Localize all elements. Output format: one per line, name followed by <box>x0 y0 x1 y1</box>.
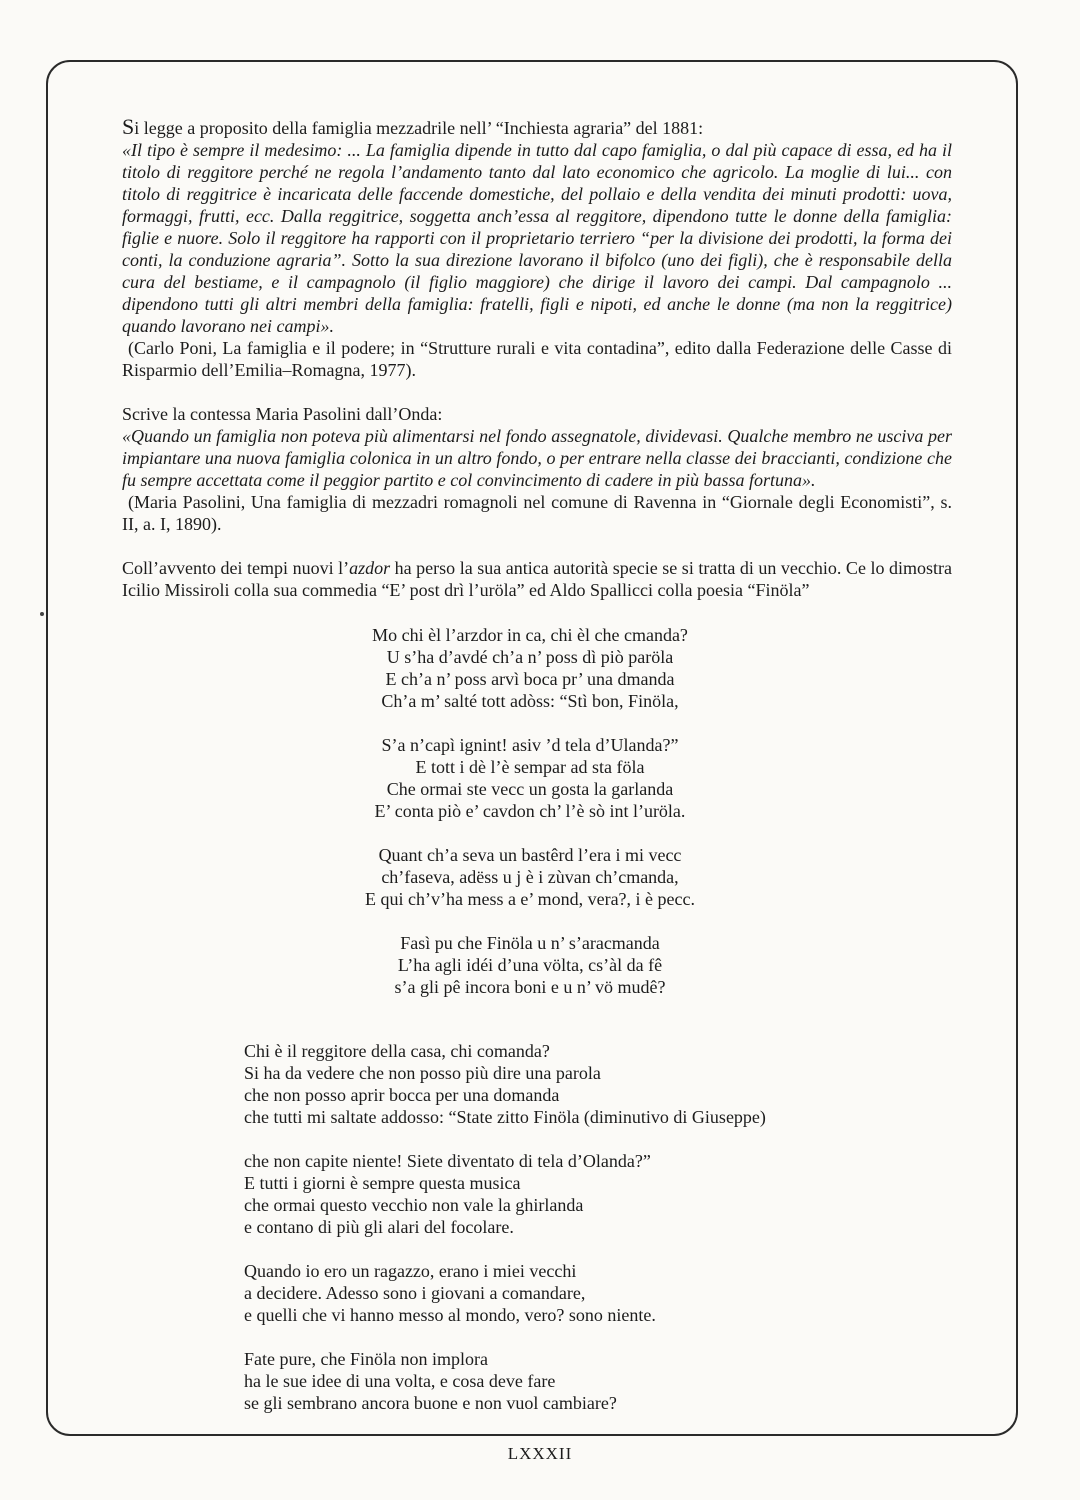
poem-line: s’a gli pê incora boni e u n’ vö mudê? <box>394 977 666 997</box>
prose-section <box>122 116 952 601</box>
poem-line: E tott i dè l’è sempar ad sta föla <box>415 757 645 777</box>
intro-initial: S <box>122 114 135 139</box>
poem-stanza <box>330 844 730 910</box>
poem-stanza <box>330 734 730 822</box>
pasolini-citation: (Maria Pasolini, Una famiglia di mezzadri romagnoli nel comune di Ravenna in “Giornale degli Economisti”, s. II, a. I, 1890). <box>122 492 952 534</box>
poem-line: S’a n’capì ignint! asiv ’d tela d’Ulanda?” <box>381 735 679 755</box>
page-number: LXXXII <box>507 1444 573 1463</box>
italian-translation <box>244 1040 944 1436</box>
translation-line: e quelli che vi hanno messo al mondo, vero? sono niente. <box>244 1305 656 1325</box>
intro-text: i legge a proposito della famiglia mezzadrile nell’ “Inchiesta agraria” del 1881: <box>134 118 704 138</box>
poem-line: Ch’a m’ salté tott adòss: “Stì bon, Finöla, <box>381 691 679 711</box>
translation-line: che ormai questo vecchio non vale la ghirlanda <box>244 1195 584 1215</box>
translation-stanza <box>244 1040 944 1128</box>
translation-line: Chi è il reggitore della casa, chi comanda? <box>244 1041 550 1061</box>
translation-line: che tutti mi saltate addosso: “State zitto Finöla (diminutivo di Giuseppe) <box>244 1107 766 1127</box>
translation-line: e contano di più gli alari del focolare. <box>244 1217 514 1237</box>
pasolini-intro: Scrive la contessa Maria Pasolini dall’Onda: <box>122 404 443 424</box>
poem-line: E ch’a n’ poss arvì boca pr’ una dmanda <box>385 669 675 689</box>
poem-line: E’ conta piò e’ cavdon ch’ l’è sò int l’uröla. <box>374 801 686 821</box>
poem-line: Che ormai ste vecc un gosta la garlanda <box>386 779 674 799</box>
inchiesta-quote: «Il tipo è sempre il medesimo: ... La famiglia dipende in tutto dal capo famiglia, o dal più capace di essa, ed ha il titolo di reggitore perché ne regola l’andamento tanto dal lato economico che agricolo. La moglie di lui... con titolo di reggitrice è incaricata delle faccende domestiche, del pollaio e della vendita dei minuti prodotti: uova, formaggi, frutti, ecc. Dalla reggitrice, soggetta anch’essa al reggitore, dipendono tutte le donne della famiglia: figlie e nuore. Solo il reggitore ha rapporti con il proprietario terriero “per la divisione dei prodotti, la forma dei conti, la conduzione agraria”. Sotto la sua direzione lavorano il bifolco (uno dei figli), che è responsabile della cura del bestiame, e il campagnolo (il figlio maggiore) che dirige il lavoro dei campi. Dal campagnolo ... dipendono tutti gli altri membri della famiglia: fratelli, figli e nipoti, ed anche le donne (ma non la reggitrice) quando lavorano nei campi». <box>122 140 952 336</box>
translation-line: se gli sembrano ancora buone e non vuol cambiare? <box>244 1393 617 1413</box>
poem-line: Quant ch’a seva un bastêrd l’era i mi vecc <box>378 845 682 865</box>
translation-stanza <box>244 1260 944 1326</box>
poem-line: Mo chi èl l’arzdor in ca, chi èl che cmanda? <box>372 625 688 645</box>
azdor-paragraph: Coll’avvento dei tempi nuovi l’azdor ha perso la sua antica autorità specie se si tratta di un vecchio. Ce lo dimostra Icilio Missiroli colla sua commedia “E’ post drì l’uröla” ed Aldo Spallicci colla poesia “Finöla” <box>122 558 952 600</box>
intro-paragraph <box>122 116 952 139</box>
translation-line: che non posso aprir bocca per una domanda <box>244 1085 560 1105</box>
scan-speck <box>40 612 44 616</box>
poem-line: U s’ha d’avdé ch’a n’ poss dì piò paröla <box>386 647 674 667</box>
translation-stanza <box>244 1150 944 1238</box>
translation-line: Si ha da vedere che non posso più dire una parola <box>244 1063 601 1083</box>
translation-stanza <box>244 1348 944 1414</box>
translation-line: ha le sue idee di una volta, e cosa deve fare <box>244 1371 556 1391</box>
dialect-poem <box>330 624 730 1020</box>
poem-stanza <box>330 932 730 998</box>
azdor-term: azdor <box>349 558 391 578</box>
translation-line: a decidere. Adesso sono i giovani a comandare, <box>244 1283 586 1303</box>
translation-line: E tutti i giorni è sempre questa musica <box>244 1173 521 1193</box>
poem-line: Fasì pu che Finöla u n’ s’aracmanda <box>400 933 660 953</box>
translation-line: Quando io ero un ragazzo, erano i miei vecchi <box>244 1261 577 1281</box>
poem-line: L’ha agli idéi d’una völta, cs’àl da fê <box>397 955 663 975</box>
poem-stanza <box>330 624 730 712</box>
poni-citation: (Carlo Poni, La famiglia e il podere; in “Strutture rurali e vita contadina”, edito dalla Federazione delle Casse di Risparmio dell’Emilia–Romagna, 1977). <box>122 338 952 380</box>
poem-line: E qui ch’v’ha mess a e’ mond, vera?, i è pecc. <box>364 889 696 909</box>
translation-line: che non capite niente! Siete diventato di tela d’Olanda?” <box>244 1151 651 1171</box>
pasolini-quote: «Quando un famiglia non poteva più alimentarsi nel fondo assegnatole, dividevasi. Qualche membro ne usciva per impiantare una nuova famiglia colonica in un altro fondo, o per entrare nella classe dei braccianti, condizione che fu sempre accettata come il peggior partito e col convincimento di cadere in più bassa fortuna». <box>122 426 952 490</box>
poem-line: ch’faseva, adëss u j è i zùvan ch’cmanda, <box>381 867 679 887</box>
translation-line: Fate pure, che Finöla non implora <box>244 1349 488 1369</box>
